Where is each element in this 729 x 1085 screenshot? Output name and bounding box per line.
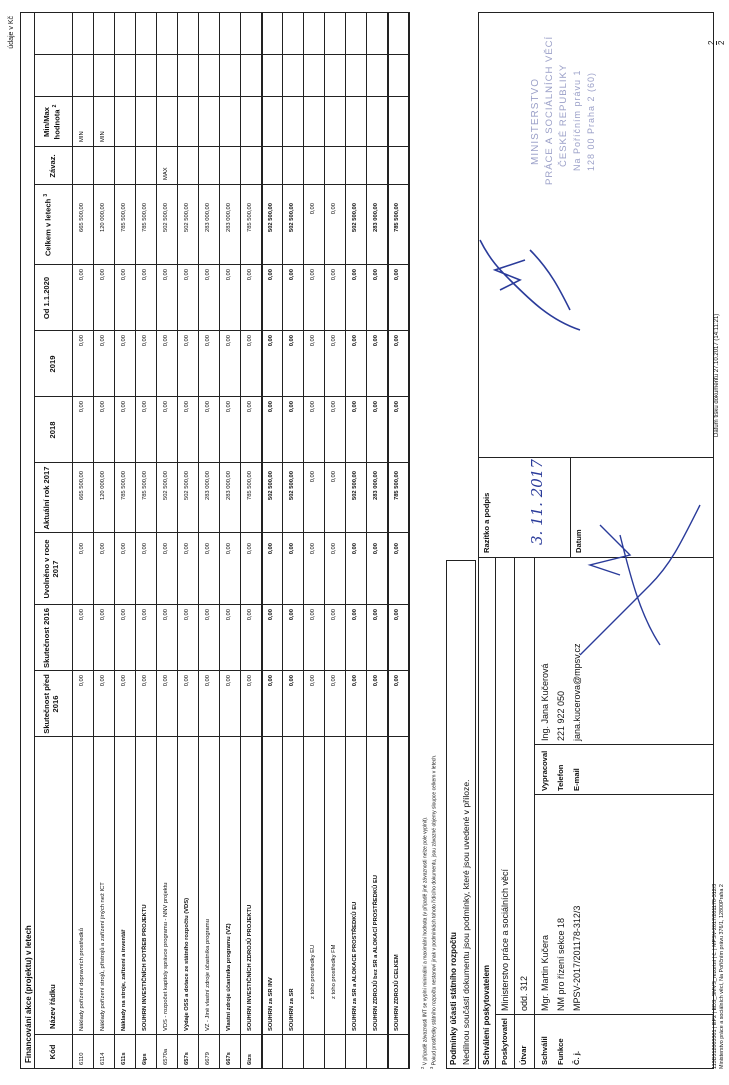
col-2018: 2018 bbox=[48, 421, 57, 439]
row-value: 0,00 bbox=[226, 543, 232, 555]
row-value: 0,00 bbox=[100, 269, 106, 281]
funkce-label: Funkce bbox=[556, 1038, 565, 1065]
row-divider bbox=[93, 12, 94, 1069]
row-divider bbox=[387, 12, 389, 1069]
col-nazev: Název řádku bbox=[48, 984, 57, 1029]
row-value: 502 500,00 bbox=[352, 471, 358, 501]
row-value: 0,00 bbox=[310, 335, 316, 347]
row-code: 657s bbox=[184, 1052, 190, 1065]
row-value: 0,00 bbox=[79, 609, 85, 621]
row-value: 0,00 bbox=[79, 335, 85, 347]
row-divider bbox=[261, 12, 263, 1069]
razitko-label: Razítko a podpis bbox=[482, 492, 491, 553]
row-value: 785 500,00 bbox=[394, 203, 400, 233]
section-title: Financování akce (projektu) v letech bbox=[24, 925, 33, 1063]
row-value: 0,00 bbox=[184, 269, 190, 281]
print-date: Datum tisku dokumentu 27.10.2017 (14:11:21) bbox=[714, 313, 720, 437]
approval-title: Schválení poskytovatelem bbox=[482, 964, 491, 1065]
row-code: 611s bbox=[121, 1052, 127, 1065]
col-kod: Kód bbox=[48, 1044, 57, 1060]
row-value: 0,00 bbox=[331, 269, 337, 281]
col-2019: 2019 bbox=[48, 355, 57, 373]
row-value: 0,00 bbox=[268, 269, 274, 281]
row-value: 0,00 bbox=[310, 471, 316, 483]
utvar-label: Útvar bbox=[519, 1045, 528, 1065]
row-value: 0,00 bbox=[163, 543, 169, 555]
row-value: 0,00 bbox=[352, 401, 358, 413]
row-divider bbox=[366, 12, 367, 1069]
row-value: 0,00 bbox=[352, 675, 358, 687]
row-name: Náklady pořízení strojů, přístrojů a zařízení jiných než ICT bbox=[100, 882, 106, 1031]
row-value: 502 500,00 bbox=[289, 203, 295, 233]
signature-kucera bbox=[470, 210, 600, 350]
row-value: 0,00 bbox=[100, 675, 106, 687]
row-value: 0,00 bbox=[289, 609, 295, 621]
row-value: 283 000,00 bbox=[226, 203, 232, 233]
row-value: 0,00 bbox=[184, 401, 190, 413]
row-value: 502 500,00 bbox=[163, 471, 169, 501]
row-value: 0,00 bbox=[310, 675, 316, 687]
row-value: 0,00 bbox=[247, 269, 253, 281]
row-value: 0,00 bbox=[142, 675, 148, 687]
row-value: 0,00 bbox=[121, 609, 127, 621]
row-value: 283 000,00 bbox=[226, 471, 232, 501]
cj-label: Č. j. bbox=[572, 1051, 581, 1065]
row-value: 0,00 bbox=[142, 609, 148, 621]
row-value: 283 000,00 bbox=[205, 471, 211, 501]
row-value: 0,00 bbox=[331, 203, 337, 215]
conditions-title: Podmínky účasti státního rozpočtu bbox=[449, 932, 458, 1065]
row-value: 0,00 bbox=[205, 401, 211, 413]
row-divider bbox=[345, 12, 346, 1069]
row-value: 0,00 bbox=[331, 543, 337, 555]
row-divider bbox=[177, 12, 178, 1069]
row-value: 0,00 bbox=[247, 675, 253, 687]
col-skut-2016: Skutečnost 2016 bbox=[42, 608, 51, 668]
row-divider bbox=[303, 12, 304, 1069]
row-name: SOUHRN za SR bbox=[289, 988, 295, 1031]
row-value: 0,00 bbox=[289, 675, 295, 687]
email-label: E-mail bbox=[572, 768, 581, 791]
col-aktualni-2017: Aktuální rok 2017 bbox=[42, 466, 51, 530]
row-value: 0,00 bbox=[268, 675, 274, 687]
row-value: 0,00 bbox=[100, 401, 106, 413]
row-value: 0,00 bbox=[394, 675, 400, 687]
col-uvolneno-2017: Uvolněno v roce 2017 bbox=[42, 539, 60, 599]
row-value: 0,00 bbox=[373, 675, 379, 687]
row-value: 283 000,00 bbox=[205, 203, 211, 233]
row-value: 0,00 bbox=[289, 335, 295, 347]
row-value: 0,00 bbox=[205, 269, 211, 281]
row-value: 0,00 bbox=[205, 335, 211, 347]
row-value: 785 500,00 bbox=[394, 471, 400, 501]
row-divider bbox=[135, 12, 136, 1069]
poskytovatel-label: Poskytovatel bbox=[500, 1018, 509, 1065]
row-value: 0,00 bbox=[184, 543, 190, 555]
row-name: VZ - Jiné vlastní zdroje účastníka programu bbox=[205, 919, 211, 1031]
schvalil-label: Schválil bbox=[540, 1036, 549, 1065]
row-value: 785 500,00 bbox=[142, 203, 148, 233]
row-code: 6679 bbox=[205, 1052, 211, 1065]
row-value: 0,00 bbox=[268, 401, 274, 413]
row-value: 0,00 bbox=[142, 543, 148, 555]
row-value: 0,00 bbox=[163, 675, 169, 687]
email-value: jana.kucerova@mpsv.cz bbox=[572, 643, 582, 741]
row-value: 0,00 bbox=[352, 335, 358, 347]
row-code: 6ips bbox=[142, 1053, 148, 1065]
ministry-stamp: MINISTERSTVO PRÁCE A SOCIÁLNÍCH VĚCÍ ČESKÉ REPUBLIKY Na Poříčním právu 1 128 00 Praha 2 (60) bbox=[530, 35, 596, 185]
row-value: 0,00 bbox=[121, 401, 127, 413]
row-name: Výdaje OSS a dotace ze státního rozpočtu (VDS) bbox=[184, 897, 190, 1031]
footnote-2: $^2$ V případě závaznosti INT se vyplní minimální a maximální hodnota (v případě jiné závaznosti nelze pole vyplnit). bbox=[420, 816, 429, 1069]
row-value: 0,00 bbox=[247, 609, 253, 621]
row-name: VDS - rozpočet kapitoly správce programu - NNV projektu bbox=[163, 882, 169, 1031]
row-name: Náklady pořízení dopravních prostředků bbox=[79, 928, 85, 1031]
conditions-text: Nedílnou součástí dokumentu jsou podmínky, které jsou uvedené v příloze. bbox=[461, 779, 471, 1065]
col-minmax: Min/Max hodnota $^2$ bbox=[42, 104, 62, 140]
footer-address: Ministerstvo práce a sociálních věcí, Na Poříčním právu 376/1, 12800Praha 2 bbox=[719, 884, 725, 1069]
row-value: 785 500,00 bbox=[121, 471, 127, 501]
row-value: 502 500,00 bbox=[352, 203, 358, 233]
datum-label: Datum bbox=[574, 529, 583, 553]
row-divider bbox=[198, 12, 199, 1069]
row-value: 0,00 bbox=[268, 335, 274, 347]
row-value: 785 500,00 bbox=[247, 471, 253, 501]
col-od-2020: Od 1.1.2020 bbox=[42, 276, 51, 320]
row-divider bbox=[282, 12, 283, 1069]
row-value: 0,00 bbox=[79, 675, 85, 687]
row-value: 0,00 bbox=[394, 543, 400, 555]
row-value: 665 500,00 bbox=[79, 203, 85, 233]
row-value: 0,00 bbox=[331, 609, 337, 621]
row-minmax: MIN bbox=[100, 131, 106, 142]
row-value: 0,00 bbox=[247, 335, 253, 347]
row-value: 0,00 bbox=[79, 543, 85, 555]
vypracoval-label: Vypracoval bbox=[540, 750, 549, 791]
poskytovatel-value: Ministerstvo práce a sociálních věcí bbox=[500, 868, 510, 1011]
row-value: 0,00 bbox=[226, 609, 232, 621]
row-value: 0,00 bbox=[142, 335, 148, 347]
row-code: 6110 bbox=[79, 1052, 85, 1065]
row-value: 0,00 bbox=[268, 543, 274, 555]
row-value: 0,00 bbox=[163, 269, 169, 281]
row-value: 0,00 bbox=[205, 675, 211, 687]
row-value: 0,00 bbox=[79, 401, 85, 413]
row-value: 120 000,00 bbox=[100, 471, 106, 501]
row-value: 0,00 bbox=[121, 335, 127, 347]
row-divider bbox=[324, 12, 325, 1069]
row-value: 0,00 bbox=[394, 269, 400, 281]
row-value: 0,00 bbox=[121, 269, 127, 281]
row-value: 0,00 bbox=[352, 269, 358, 281]
col-celkem: Celkem v letech $^3$ bbox=[43, 193, 53, 257]
row-value: 0,00 bbox=[310, 203, 316, 215]
row-divider bbox=[114, 12, 115, 1069]
row-value: 0,00 bbox=[268, 609, 274, 621]
row-value: 0,00 bbox=[331, 471, 337, 483]
row-value: 283 000,00 bbox=[373, 203, 379, 233]
row-value: 0,00 bbox=[331, 335, 337, 347]
handwritten-date: 3. 11. 2017 bbox=[528, 459, 546, 545]
signature-kucerova bbox=[560, 465, 710, 665]
row-value: 0,00 bbox=[226, 675, 232, 687]
row-value: 0,00 bbox=[163, 609, 169, 621]
row-value: 0,00 bbox=[373, 335, 379, 347]
row-value: 0,00 bbox=[247, 401, 253, 413]
row-value: 785 500,00 bbox=[142, 471, 148, 501]
row-name: SOUHRN ZDROJŮ CELKEM bbox=[394, 954, 400, 1031]
row-value: 0,00 bbox=[373, 401, 379, 413]
row-value: 502 500,00 bbox=[184, 203, 190, 233]
row-value: 785 500,00 bbox=[121, 203, 127, 233]
row-name: Vlastní zdroje účastníka programu (VZ) bbox=[226, 923, 232, 1031]
row-value: 0,00 bbox=[205, 543, 211, 555]
telefon-label: Telefon bbox=[556, 764, 565, 791]
row-value: 0,00 bbox=[310, 401, 316, 413]
row-value: 0,00 bbox=[142, 269, 148, 281]
row-value: 0,00 bbox=[394, 335, 400, 347]
row-name: SOUHRN ZDROJŮ bez SR a ALOKACÍ PROSTŘEDKŮ EU bbox=[373, 875, 379, 1031]
row-value: 0,00 bbox=[226, 269, 232, 281]
row-value: 0,00 bbox=[100, 609, 106, 621]
schvalil-value: Mgr. Martin Kučera bbox=[540, 934, 550, 1011]
row-value: 283 000,00 bbox=[373, 471, 379, 501]
utvar-value: odd. 312 bbox=[519, 975, 529, 1011]
row-value: 0,00 bbox=[226, 335, 232, 347]
row-value: 0,00 bbox=[121, 543, 127, 555]
row-name: SOUHRN za SR INV bbox=[268, 977, 274, 1031]
row-code: 6114 bbox=[100, 1052, 106, 1065]
row-divider bbox=[408, 12, 409, 1069]
row-value: 0,00 bbox=[163, 335, 169, 347]
row-value: 0,00 bbox=[373, 543, 379, 555]
row-code: 667s bbox=[226, 1052, 232, 1065]
row-value: 0,00 bbox=[289, 401, 295, 413]
row-value: 0,00 bbox=[331, 401, 337, 413]
row-value: 0,00 bbox=[184, 335, 190, 347]
row-minmax: MIN bbox=[79, 131, 85, 142]
funkce-value: NM pro řízení sekce 18 bbox=[556, 917, 566, 1011]
vypracoval-value: Ing. Jana Kučerová bbox=[540, 663, 550, 741]
units-note: údaje v Kč bbox=[8, 16, 15, 49]
row-value: 0,00 bbox=[121, 675, 127, 687]
row-zavaz: MAX bbox=[163, 167, 169, 180]
row-value: 0,00 bbox=[79, 269, 85, 281]
row-divider bbox=[240, 12, 241, 1069]
footnote-3: $^3$ Pokud prostředky státního rozpočtu nestanoví jinak v podmínkách tohoto řídícího dokumentu, jsou závazné objemy sloupce celkem v letech. bbox=[429, 754, 438, 1069]
row-value: 502 500,00 bbox=[163, 203, 169, 233]
row-value: 0,00 bbox=[373, 269, 379, 281]
row-value: 0,00 bbox=[100, 335, 106, 347]
row-value: 0,00 bbox=[142, 401, 148, 413]
row-value: 0,00 bbox=[184, 675, 190, 687]
row-name: z toho prostředky FM bbox=[331, 944, 337, 999]
page-number: 2 2 bbox=[707, 40, 726, 45]
row-name: SOUHRN INVESTIČNÍCH ZDROJŮ PROJEKTU bbox=[247, 904, 253, 1031]
row-value: 0,00 bbox=[310, 269, 316, 281]
row-value: 0,00 bbox=[163, 401, 169, 413]
row-value: 502 500,00 bbox=[268, 203, 274, 233]
row-value: 0,00 bbox=[184, 609, 190, 621]
row-value: 0,00 bbox=[100, 543, 106, 555]
telefon-value: 221 922 050 bbox=[556, 690, 566, 741]
row-value: 0,00 bbox=[394, 401, 400, 413]
row-value: 785 500,00 bbox=[247, 203, 253, 233]
row-value: 0,00 bbox=[205, 609, 211, 621]
row-value: 0,00 bbox=[352, 543, 358, 555]
row-code: 6570a bbox=[163, 1048, 169, 1065]
row-divider bbox=[156, 12, 157, 1069]
row-value: 0,00 bbox=[289, 543, 295, 555]
row-value: 0,00 bbox=[310, 609, 316, 621]
col-zavaz: Závaz. bbox=[48, 154, 57, 178]
row-value: 0,00 bbox=[352, 609, 358, 621]
row-code: 6izs bbox=[247, 1054, 253, 1065]
row-value: 665 500,00 bbox=[79, 471, 85, 501]
footer-ref: 113D312003301 | EP2 | EDS_SMVS_rezortní | č. | MPSV-2017/201178-312/3 bbox=[712, 883, 718, 1069]
row-name: SOUHRN INVESTIČNÍCH POTŘEB PROJEKTU bbox=[142, 904, 148, 1031]
row-value: 0,00 bbox=[247, 543, 253, 555]
row-value: 0,00 bbox=[373, 609, 379, 621]
row-value: 0,00 bbox=[310, 543, 316, 555]
row-value: 0,00 bbox=[226, 401, 232, 413]
row-name: Náklady na stroje, zařízení a inventář bbox=[121, 929, 127, 1031]
row-name: SOUHRN za SR a ALOKACE PROSTŘEDKŮ EU bbox=[352, 901, 358, 1031]
row-value: 120 000,00 bbox=[100, 203, 106, 233]
row-value: 502 500,00 bbox=[268, 471, 274, 501]
row-divider bbox=[219, 12, 220, 1069]
row-value: 0,00 bbox=[394, 609, 400, 621]
row-name: z toho prostředky EU bbox=[310, 944, 316, 999]
col-skut-pred-2016: Skutečnost před 2016 bbox=[42, 674, 60, 734]
row-value: 502 500,00 bbox=[289, 471, 295, 501]
row-value: 502 500,00 bbox=[184, 471, 190, 501]
row-value: 0,00 bbox=[331, 675, 337, 687]
row-value: 0,00 bbox=[289, 269, 295, 281]
cj-value: MPSV-2017/201178-312/3 bbox=[572, 905, 582, 1011]
